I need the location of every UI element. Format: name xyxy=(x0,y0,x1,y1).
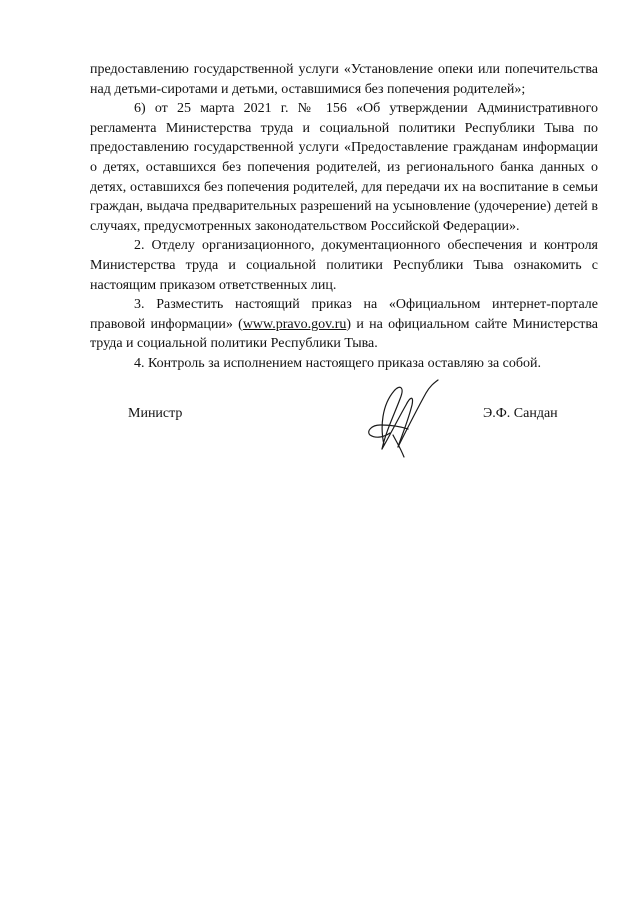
paragraph-item-2: 2. Отделу организационного, документационного обеспечения и контроля Министерства труда и социальной политики Республики Тыва ознакомить с настоящим приказом ответственных лиц. xyxy=(90,238,598,293)
paragraph-item-6: 6) от 25 марта 2021 г. № 156 «Об утверждении Административного регламента Министерства труда и социальной политики Республики Тыва по предоставлению государственной услуги «Предоставление гражданам информации о детях, оставшихся без попечения родителей, из регионального банка данных о детях, оставшихся без попечения родителей, для передачи их на воспитание в семьи граждан, выдача предварительных разрешений на усыновление (удочерение) детей в случаях, предусмотренных законодательством Российской Федерации». xyxy=(90,101,598,234)
paragraph-item-3 xyxy=(90,295,598,354)
handwritten-signature xyxy=(360,375,442,459)
paragraph-item-3-text-after: ) и на официальном сайте Министерства труда и социальной политики Республики Тыва. xyxy=(90,316,598,352)
document-body xyxy=(90,60,598,374)
paragraph-item-3-text-before: 3. Разместить настоящий приказ на «Официальном интернет-портале правовой информации» ( xyxy=(90,297,598,332)
paragraph-item-4: 4. Контроль за исполнением настоящего приказа оставляю за собой. xyxy=(134,355,542,371)
paragraph-continuation: предоставлению государственной услуги «Установление опеки или попечительства над детьми-сиротами и детьми, оставшимися без попечения родителей»; xyxy=(90,62,598,97)
signatory-name: Э.Ф. Сандан xyxy=(483,406,558,421)
signatory-position: Министр xyxy=(128,406,183,421)
pravo-link[interactable]: www.pravo.gov.ru xyxy=(242,316,347,332)
